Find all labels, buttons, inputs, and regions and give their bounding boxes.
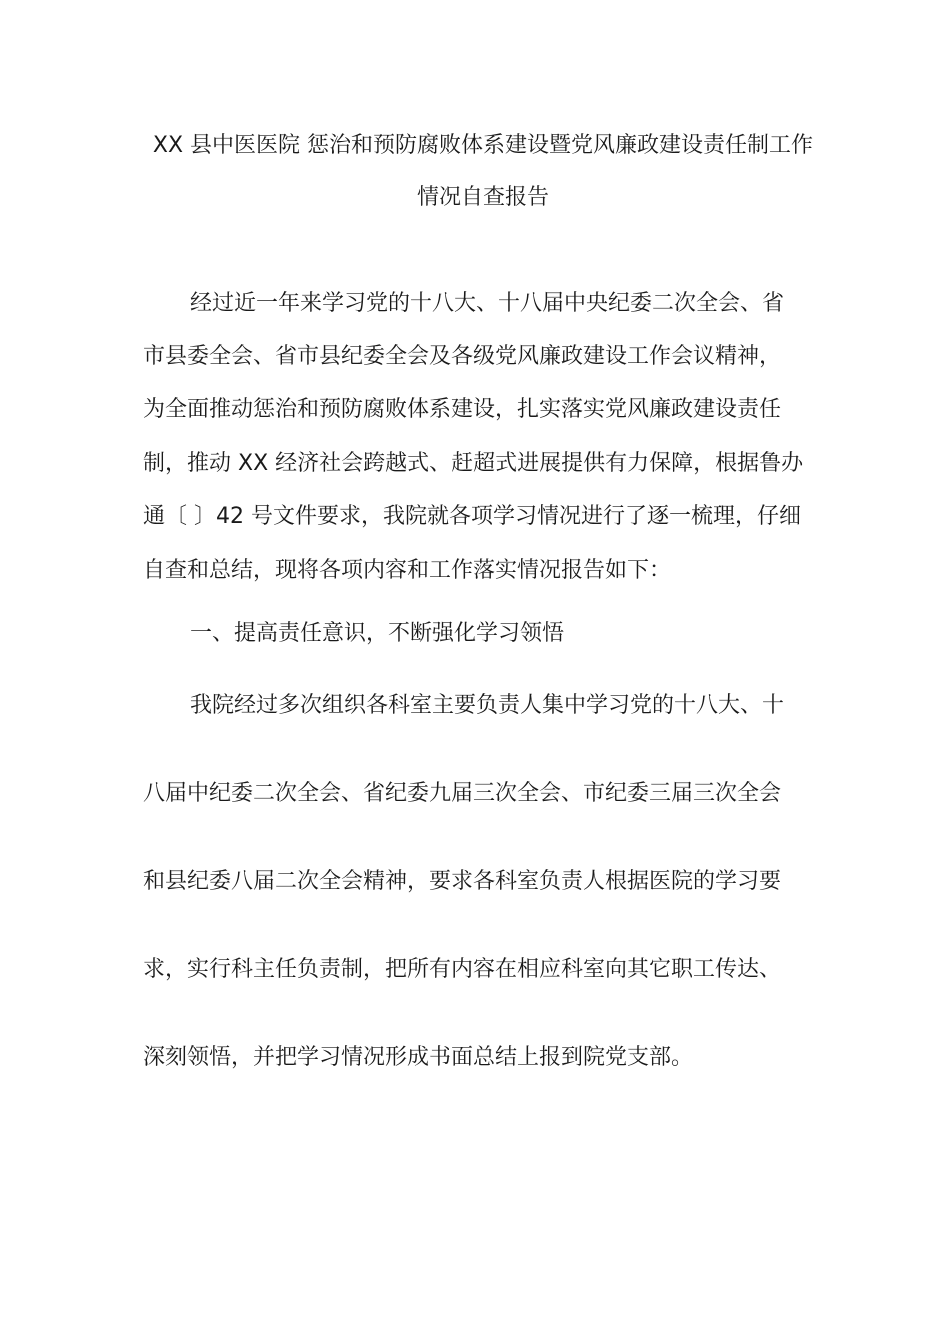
paragraph-line: 八届中纪委二次全会、省纪委九届三次全会、市纪委三届三次全会 (143, 781, 782, 806)
paragraph-line: 和县纪委八届二次全会精神，要求各科室负责人根据医院的学习要 (143, 869, 782, 894)
paragraph-line: 我院经过多次组织各科室主要负责人集中学习党的十八大、十 (190, 693, 785, 718)
paragraph-line: 深刻领悟，并把学习情况形成书面总结上报到院党支部。 (143, 1045, 694, 1070)
paragraph-line: 为全面推动惩治和预防腐败体系建设，扎实落实党风廉政建设责任 (143, 397, 782, 422)
paragraph-line: 自查和总结，现将各项内容和工作落实情况报告如下： (143, 558, 672, 583)
title-line-1: XX 县中医医院 惩治和预防腐败体系建设暨党风廉政建设责任制工作 (152, 133, 814, 158)
title-line-2: 情况自查报告 (416, 185, 549, 210)
paragraph-line: 制，推动 XX 经济社会跨越式、赶超式进展提供有力保障，根据鲁办 (143, 451, 804, 476)
paragraph-line: 经过近一年来学习党的十八大、十八届中央纪委二次全会、省 (190, 291, 785, 316)
section-heading: 一、提高责任意识，不断强化学习领悟 (190, 621, 565, 646)
paragraph-line: 市县委全会、省市县纪委全会及各级党风廉政建设工作会议精神， (143, 344, 782, 369)
paragraph-line: 求，实行科主任负责制，把所有内容在相应科室向其它职工传达、 (143, 957, 782, 982)
paragraph-line: 通〔 〕42 号文件要求，我院就各项学习情况进行了逐一梳理，仔细 (143, 504, 801, 529)
